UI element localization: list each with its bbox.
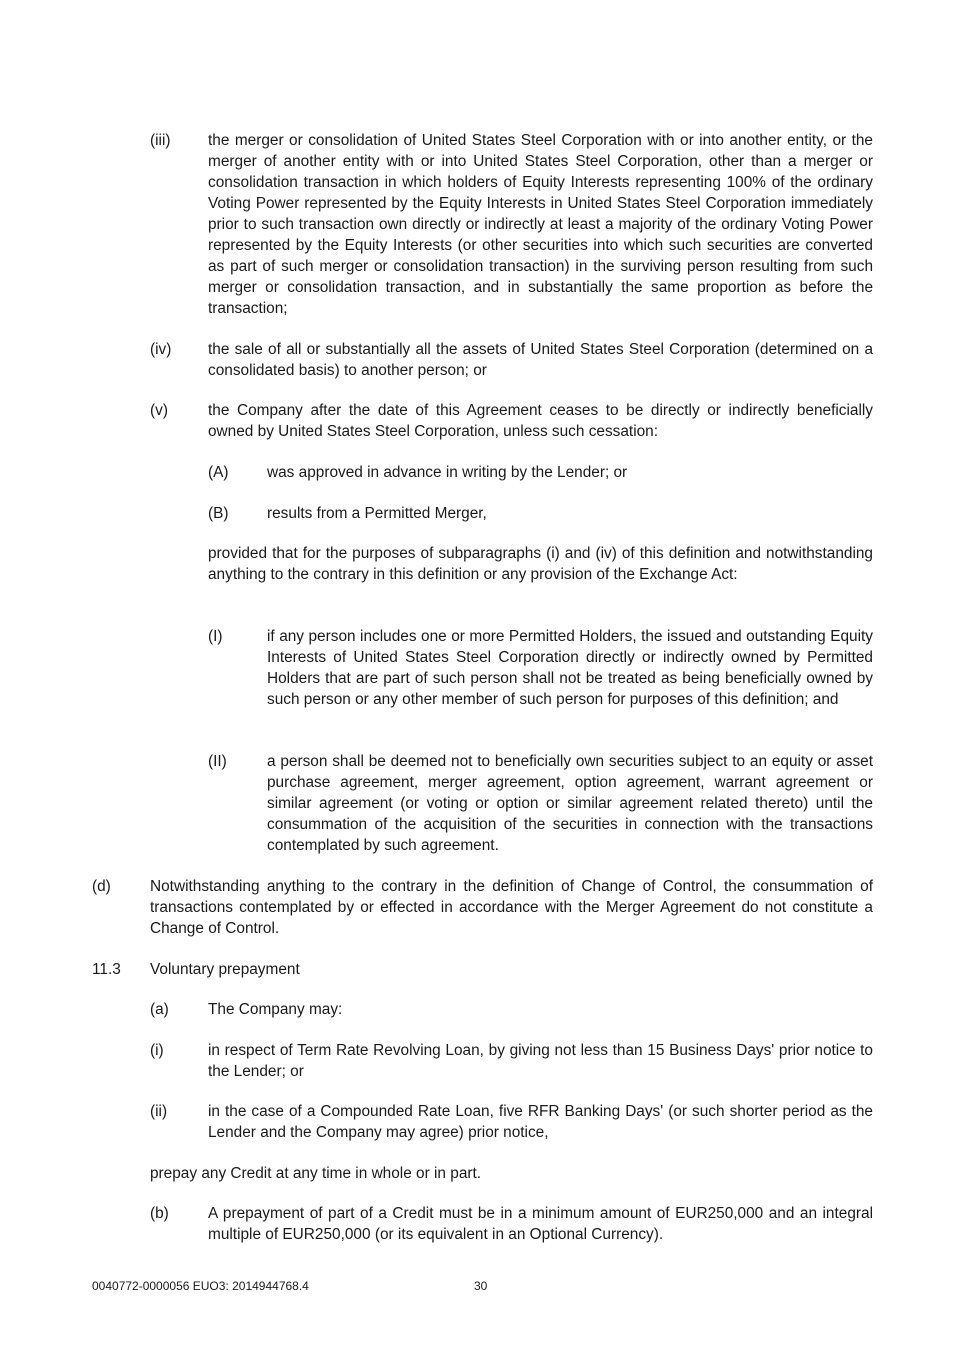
item-label: (iv) — [150, 341, 172, 358]
clause-text: The Company may: — [208, 1001, 343, 1018]
item-label: (v) — [150, 402, 168, 419]
cessation-item-a — [208, 462, 873, 484]
clause-c-item-iii — [150, 130, 873, 320]
clause-a-item-i — [150, 1040, 873, 1084]
clause-c-item-iv — [150, 339, 873, 383]
clause-label: (d) — [92, 878, 111, 895]
footer-page-number: 30 — [474, 1279, 488, 1293]
cessation-item-b — [208, 503, 873, 525]
item-text: a person shall be deemed not to beneficially own securities subject to an equity or asset purchase agreement, merger agreement, option agreement, warrant agreement or similar agreement (or voting or option or similar agreement related thereto) until the consummation of the acquisition of the securities in connection with the transactions contemplated by such agreement. — [267, 753, 873, 854]
clause-label: (b) — [150, 1205, 169, 1222]
prepay-sentence: prepay any Credit at any time in whole or in part. — [150, 1165, 482, 1182]
item-label: (i) — [150, 1042, 164, 1059]
clause-d — [92, 876, 873, 940]
clause-label: (a) — [150, 1001, 169, 1018]
item-label: (II) — [208, 753, 227, 770]
clause-b — [150, 1203, 873, 1247]
item-label: (B) — [208, 505, 229, 522]
item-text: results from a Permitted Merger, — [267, 505, 487, 522]
item-label: (I) — [208, 628, 223, 645]
item-text: the sale of all or substantially all the assets of United States Steel Corporation (determined on a consolidated basis) to another person; or — [208, 341, 873, 379]
clause-text: A prepayment of part of a Credit must be in a minimum amount of EUR250,000 and an integral multiple of EUR250,000 (or its equivalent in an Optional Currency). — [208, 1205, 873, 1243]
section-number: 11.3 — [92, 961, 121, 978]
item-text: in the case of a Compounded Rate Loan, five RFR Banking Days' (or such shorter period as the Lender and the Company may agree) prior notice, — [208, 1103, 873, 1141]
proviso-item-II — [208, 751, 873, 857]
item-text: if any person includes one or more Permitted Holders, the issued and outstanding Equity Interests of United States Steel Corporation directly or indirectly owned by Permitted Holders that are part of such person shall not be treated as being beneficially owned by such person or any other member of such person for purposes of this definition; and — [267, 628, 873, 708]
clause-c-item-v — [150, 400, 873, 444]
item-label: (ii) — [150, 1103, 168, 1120]
item-text: the Company after the date of this Agreement ceases to be directly or indirectly beneficially owned by United States Steel Corporation, unless such cessation: — [208, 402, 873, 440]
item-text: was approved in advance in writing by the Lender; or — [267, 464, 628, 481]
item-label: (A) — [208, 464, 229, 481]
item-text: the merger or consolidation of United States Steel Corporation with or into another entity, or the merger of another entity with or into United States Steel Corporation, other than a merger or consolidation transaction in which holders of Equity Interests representing 100% of the ordinary Voting Power represented by the Equity Interests in United States Steel Corporation immediately prior to such transaction own directly or indirectly at least a majority of the ordinary Voting Power represented by the Equity Interests (or other securities into which such securities are converted as part of such merger or consolidation transaction) in the surviving person resulting from such merger or consolidation transaction, and in substantially the same proportion as before the transaction; — [208, 132, 873, 317]
item-text: in respect of Term Rate Revolving Loan, by giving not less than 15 Business Days' prior notice to the Lender; or — [208, 1042, 873, 1080]
item-label: (iii) — [150, 132, 171, 149]
section-title: Voluntary prepayment — [150, 961, 300, 978]
clause-a — [150, 999, 873, 1021]
section-heading — [92, 959, 492, 981]
clause-a-item-ii — [150, 1101, 873, 1145]
proviso-item-I — [208, 626, 873, 732]
footer-doc-ref: 0040772-0000056 EUO3: 2014944768.4 — [92, 1279, 309, 1293]
clause-text: Notwithstanding anything to the contrary in the definition of Change of Control, the consummation of transactions contemplated by or effected in accordance with the Merger Agreement do not constitute a Change of Control. — [150, 878, 873, 937]
proviso-paragraph: provided that for the purposes of subparagraphs (i) and (iv) of this definition and notwithstanding anything to the contrary in this definition or any provision of the Exchange Act: — [208, 545, 873, 583]
